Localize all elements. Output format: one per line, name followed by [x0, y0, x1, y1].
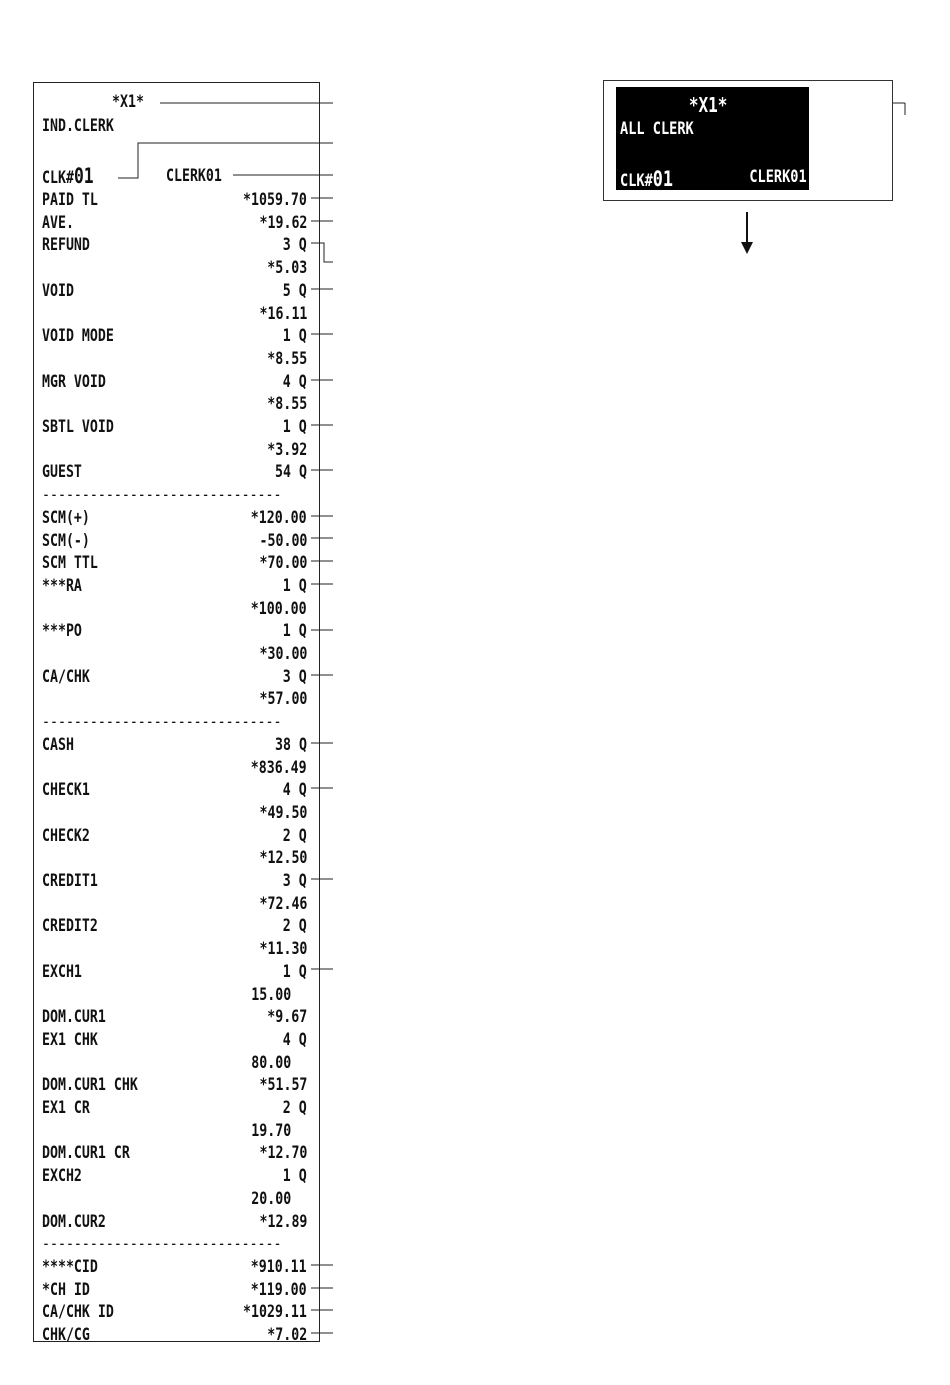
line-value: 2 Q — [283, 825, 307, 846]
line-value: 4 Q — [283, 371, 307, 392]
inset-clerk-code-prefix: CLK# — [620, 171, 653, 191]
line-value: *12.89 — [259, 1211, 307, 1232]
line-label: REFUND — [42, 235, 90, 256]
line-value: *12.70 — [259, 1143, 307, 1164]
line-label: CHK/CG — [42, 1325, 90, 1345]
line-value: *57.00 — [259, 689, 307, 710]
line-value: 3 Q — [283, 666, 307, 687]
line-value: 5 Q — [283, 280, 307, 301]
line-value: 54 Q — [275, 462, 307, 483]
down-arrow-icon — [741, 212, 753, 254]
line-label: EX1 CHK — [42, 1029, 98, 1050]
line-value: *51.57 — [259, 1075, 307, 1096]
line-value: 20.00 — [251, 1188, 291, 1209]
line-label: PAID TL — [42, 190, 98, 210]
line-label: ****CID — [42, 1256, 98, 1277]
line-label: ***RA — [42, 575, 82, 596]
line-label: ***PO — [42, 621, 82, 642]
highlighted-header — [616, 87, 809, 190]
line-value: 3 Q — [283, 235, 307, 256]
line-value: *30.00 — [259, 644, 307, 664]
line-label: SCM(-) — [42, 530, 90, 551]
line-label: DOM.CUR2 — [42, 1211, 106, 1232]
line-value: 19.70 — [251, 1120, 291, 1141]
line-value: *3.92 — [267, 439, 307, 460]
line-label: DOM.CUR1 CR — [42, 1143, 130, 1164]
separator: ------------------------------ — [42, 712, 282, 733]
line-label: CASH — [42, 734, 74, 755]
line-label: SBTL VOID — [42, 417, 114, 437]
line-value: *836.49 — [251, 757, 307, 778]
report-title: *X1* — [112, 92, 144, 112]
line-label: SCM TTL — [42, 553, 98, 574]
line-value: 2 Q — [283, 916, 307, 937]
x1-all-clerk-inset — [603, 80, 893, 201]
line-value: 2 Q — [283, 1098, 307, 1118]
line-value: 1 Q — [283, 621, 307, 642]
line-value: 1 Q — [283, 326, 307, 347]
line-label: EXCH1 — [42, 961, 82, 982]
line-value: -50.00 — [259, 530, 307, 551]
line-label: AVE. — [42, 212, 74, 233]
inset-clerk-code-number: 01 — [652, 167, 673, 191]
line-value: *119.00 — [251, 1279, 307, 1300]
line-value: *100.00 — [251, 598, 307, 619]
line-value: *8.55 — [267, 394, 307, 415]
line-value: *12.50 — [259, 848, 307, 869]
line-value: *72.46 — [259, 893, 307, 914]
line-value: 1 Q — [283, 417, 307, 437]
line-value: 1 Q — [283, 961, 307, 982]
line-value: *120.00 — [251, 507, 307, 528]
line-label: EXCH2 — [42, 1166, 82, 1187]
clerk-code-prefix: CLK# — [42, 168, 74, 188]
line-value: 80.00 — [251, 1052, 291, 1073]
separator: ------------------------------ — [42, 485, 282, 506]
line-value: 4 Q — [283, 1029, 307, 1050]
report-type: IND.CLERK — [42, 116, 114, 136]
line-value: *16.11 — [259, 303, 307, 324]
clerk-code-number: 01 — [73, 164, 94, 188]
line-label: DOM.CUR1 CHK — [42, 1075, 138, 1096]
clerk-name: CLERK01 — [166, 166, 222, 186]
inset-report-title: *X1* — [688, 93, 728, 117]
line-label: CREDIT1 — [42, 871, 98, 891]
line-label: MGR VOID — [42, 371, 106, 392]
line-value: *910.11 — [251, 1256, 307, 1277]
line-value: *1059.70 — [243, 190, 307, 210]
line-label: CA/CHK ID — [42, 1302, 114, 1323]
line-value: *8.55 — [267, 348, 307, 369]
line-label: GUEST — [42, 462, 82, 483]
line-value: *49.50 — [259, 802, 307, 823]
line-label: *CH ID — [42, 1279, 90, 1300]
line-value: *11.30 — [259, 939, 307, 960]
line-label: CA/CHK — [42, 666, 90, 687]
line-label: CHECK2 — [42, 825, 90, 846]
line-label: EX1 CR — [42, 1098, 90, 1118]
line-value: 4 Q — [283, 780, 307, 801]
line-value: 1 Q — [283, 1166, 307, 1187]
inset-clerk-code — [620, 167, 673, 191]
line-label: CHECK1 — [42, 780, 90, 801]
line-label: VOID MODE — [42, 326, 114, 347]
line-label: SCM(+) — [42, 507, 90, 528]
line-value: 38 Q — [275, 734, 307, 755]
line-value: 15.00 — [251, 984, 291, 1005]
line-value: 3 Q — [283, 871, 307, 891]
separator: ------------------------------ — [42, 1234, 282, 1255]
line-value: *7.02 — [267, 1325, 307, 1345]
line-value: *5.03 — [267, 258, 307, 279]
line-value: 1 Q — [283, 575, 307, 596]
inset-report-type: ALL CLERK — [620, 119, 694, 139]
line-value: *70.00 — [259, 553, 307, 574]
line-label: VOID — [42, 280, 74, 301]
line-label: DOM.CUR1 — [42, 1007, 106, 1028]
line-value: *19.62 — [259, 212, 307, 233]
line-value: *1029.11 — [243, 1302, 307, 1323]
line-value: *9.67 — [267, 1007, 307, 1028]
inset-clerk-name: CLERK01 — [749, 167, 807, 187]
line-label: CREDIT2 — [42, 916, 98, 937]
